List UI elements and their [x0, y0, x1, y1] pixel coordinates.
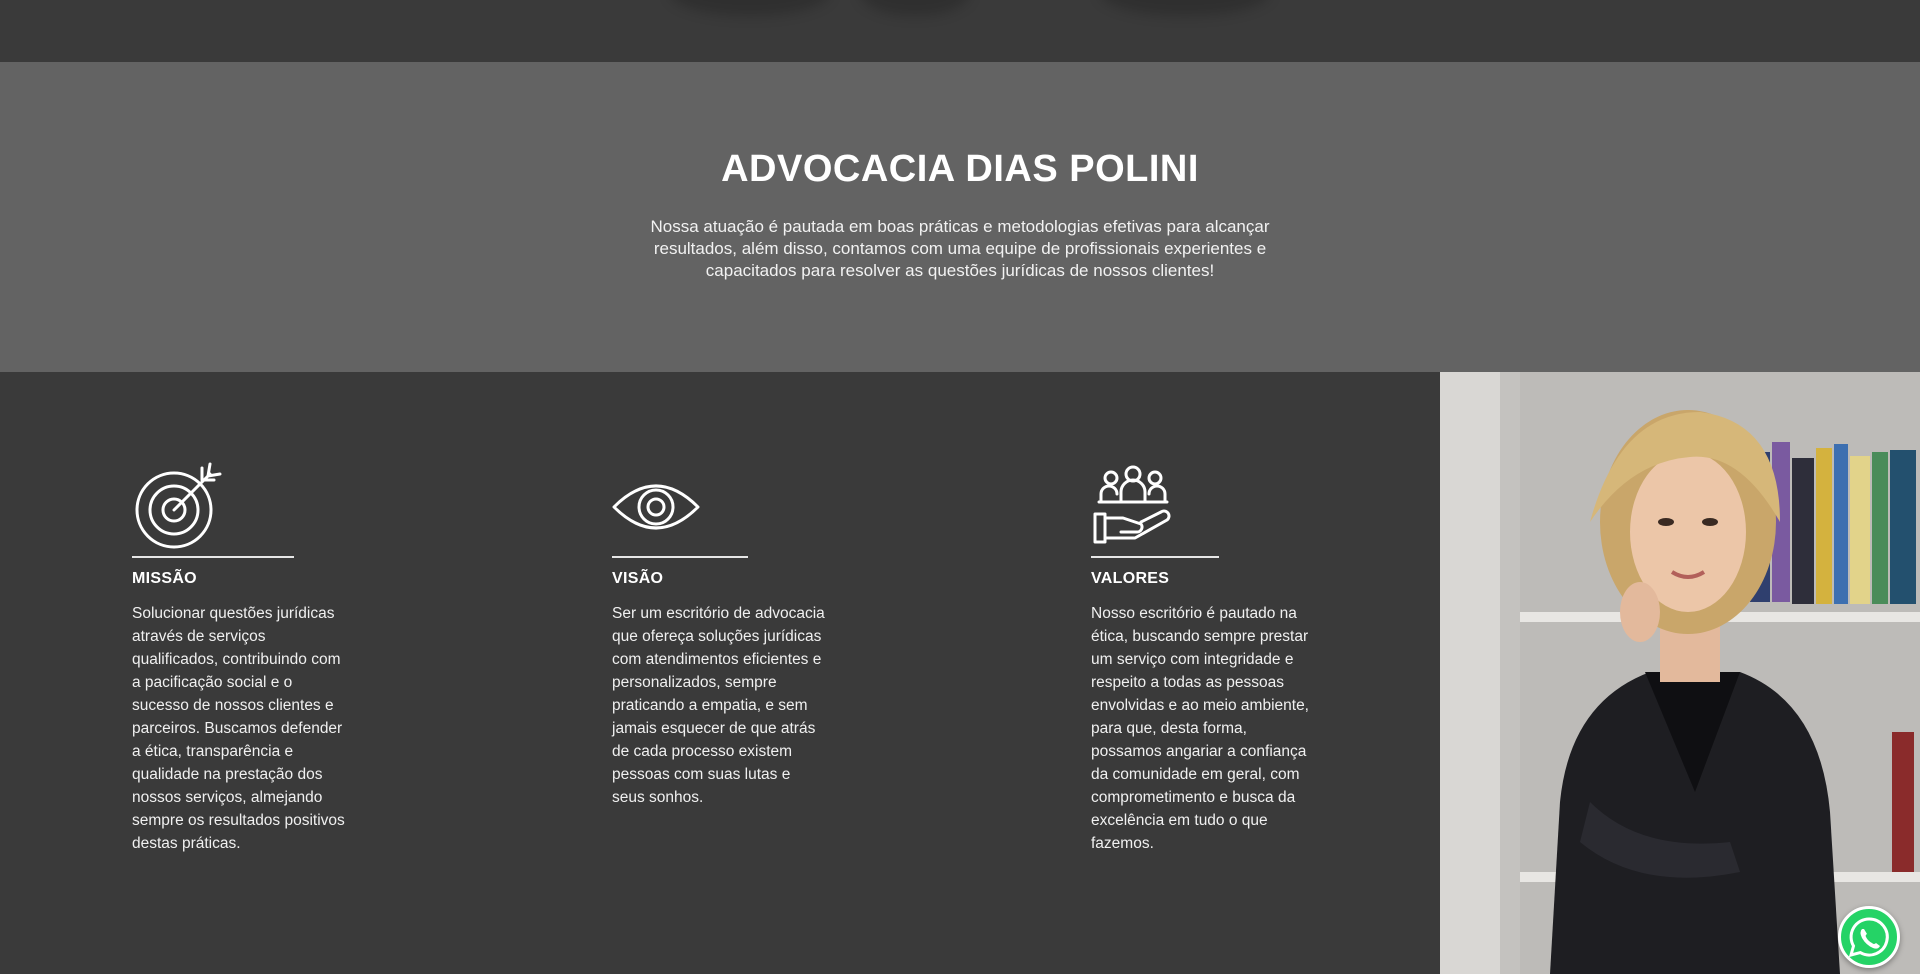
- whatsapp-icon: [1841, 909, 1897, 965]
- vision-column: [612, 462, 827, 809]
- values-text: Nosso escritório é pautado na ética, buscando sempre prestar um serviço com integridade e respeito a todas as pessoas envolvidas e ao meio ambiente, para que, desta forma, possamos angariar a confiança da comunidade em geral, com comprometimento e busca da excelência em tudo o que fazemos.: [1091, 605, 1309, 852]
- mission-vision-values-section: [0, 372, 1440, 974]
- vision-title: VISÃO: [612, 570, 664, 587]
- divider: [132, 556, 294, 558]
- lawyer-portrait-photo: [1440, 372, 1920, 974]
- mission-text: Solucionar questões jurídicas através de serviços qualificados, contribuindo com a pacificação social e o sucesso de nossos clientes e parceiros. Buscamos defender a ética, transparência e qualidade na prestação dos nossos serviços, almejando sempre os resultados positivos destas práticas.: [132, 605, 345, 852]
- divider: [612, 556, 748, 558]
- divider: [1091, 556, 1219, 558]
- section-title: ADVOCACIA DIAS POLINI: [721, 148, 1199, 190]
- portrait-illustration: [1440, 372, 1920, 974]
- people-hand-icon: [1091, 462, 1181, 552]
- values-column: [1091, 462, 1311, 855]
- top-section-edge: [0, 0, 1920, 62]
- target-arrow-icon: [132, 462, 222, 552]
- values-title: VALORES: [1091, 570, 1170, 587]
- section-description: Nossa atuação é pautada em boas práticas e metodologias efetivas para alcançar resultados, além disso, contamos com uma equipe de profissionais experientes e capacitados para resolver as questões jurídicas de nossos clientes!: [650, 217, 1270, 280]
- mission-title: MISSÃO: [132, 570, 197, 587]
- decorative-shadow: [1100, 0, 1270, 16]
- eye-icon: [612, 462, 702, 552]
- decorative-shadow: [860, 0, 970, 16]
- decorative-shadow: [670, 0, 830, 16]
- whatsapp-chat-button[interactable]: [1838, 906, 1900, 968]
- mission-column: [132, 462, 352, 855]
- intro-section: [0, 62, 1920, 372]
- vision-text: Ser um escritório de advocacia que ofereça soluções jurídicas com atendimentos eficientes e personalizados, sempre praticando a empatia, e sem jamais esquecer de que atrás de cada processo existem pessoas com suas lutas e seus sonhos.: [612, 605, 825, 806]
